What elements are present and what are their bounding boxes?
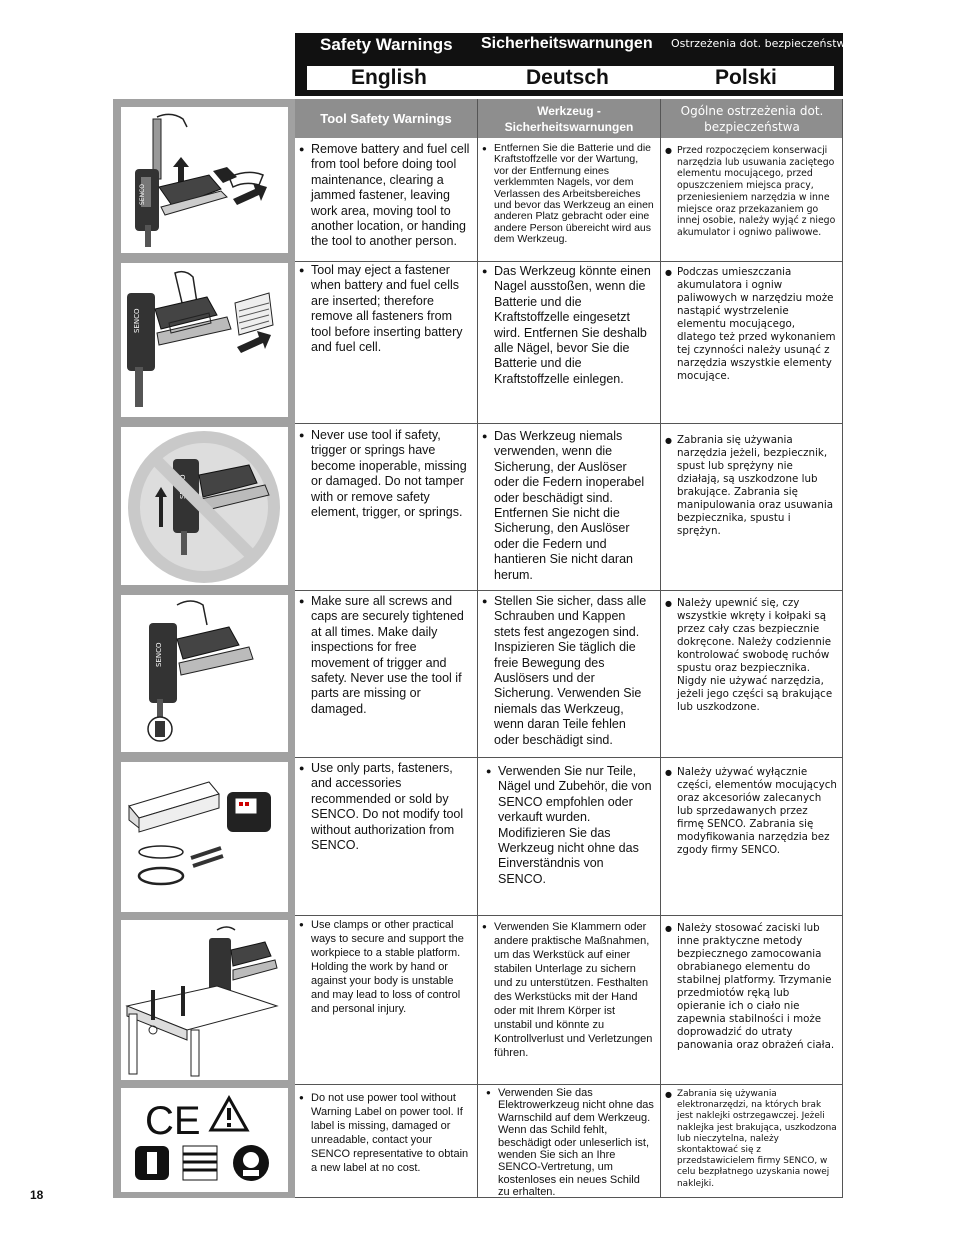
illustration-senco-parts [121, 762, 288, 912]
page-number: 18 [30, 1188, 44, 1202]
language-header [295, 33, 853, 96]
row1-pl: ● Przed rozpoczęciem konserwacji narzędzia lub usuwania zaciętego elementu mocującego, przed opuszczeniem miejsca pracy, przeniesieniem narzędzia w inne miejsce oraz przekazaniem go innej osobie, należy wyjąć z niego akumulator i ogniwo paliwowe. [661, 145, 843, 239]
row7-en: ● Do not use power tool without Warning Label on power tool. If label is missing, damaged or unreadable, contact your SENCO representative to obtain a new label at no cost. [295, 1091, 477, 1175]
illustration-warning-labels [121, 1088, 288, 1192]
header-title-en: Safety Warnings [320, 35, 453, 54]
language-bar [305, 64, 836, 92]
table-line [295, 590, 843, 591]
row2-de: ● Das Werkzeug könnte einen Nagel ausstoßen, wenn die Batterie und die Kraftstoffzelle eingesetzt wird. Entfernen Sie deshalb alle Nägel, bevor Sie die Batterie und die Kraftstoffzelle einlegen. [478, 264, 660, 387]
brand-label: SENCO [139, 184, 146, 205]
column-header-pl-text: Ogólne ostrzeżenia dot. bezpieczeństwa [680, 103, 824, 134]
row2-pl: ● Podczas umieszczania akumulatora i ogniw paliwowych w narzędziu może nastąpić wystrzelenie elementu mocującego, dlatego też przed wykonaniem tej czynności należy usunąć z narzędzia wszystkie elementy mocujące. [661, 266, 843, 383]
column-header-en: Tool Safety Warnings [295, 99, 477, 138]
svg-text:SENCO: SENCO [155, 642, 163, 667]
row6-de: ● Verwenden Sie Klammern oder andere praktische Maßnahmen, um das Werkstück auf einer stabilen Unterlage zu sichern und zu unterstützen. Festhalten des Werkstücks mit der Hand oder mit Ihrem Körper ist unstabil und könnte zu Kontrollverlust und Verletzungen führen. [478, 920, 660, 1060]
column-header-de [478, 99, 660, 138]
row3-en: ● Never use tool if safety, trigger or springs have become inoperable, missing or damaged. Do not tamper with or remove safety element, trigger, or springs. [295, 428, 477, 520]
table-line [295, 915, 843, 916]
illustration-daily-inspection [121, 595, 288, 752]
header-title-de: Sicherheitswarnungen [481, 35, 653, 52]
row3-pl: ● Zabrania się używania narzędzia jeżeli, bezpiecznik, spust lub sprężyny nie działają, są uszkodzone lub brakujące. Zabrania się manipulowania oraz usuwania bezpiecznika, spustu i sprężyn. [661, 434, 843, 538]
language-polski: Polski [715, 66, 777, 89]
row1-de: ● Entfernen Sie die Batterie und die Kraftstoffzelle vor der Wartung, vor der Entfernung eines verklemmten Nagels, vor dem Verlassen des Arbeitsbereiches und bevor das Werkzeug an einen anderen Platz gebracht oder eine andere Person übereicht wird aus dem Werkzeug. [478, 143, 660, 246]
illustration-remove-fasteners [121, 263, 288, 417]
row7-de: ● Verwenden Sie das Elektrowerkzeug nicht ohne das Warnschild auf dem Werkzeug. Wenn das Schild fehlt, beschädigt oder unleserlich ist, wenden Sie sich an Ihre SENCO-Vertretung, um kostenloses ein neues Schild zu erhalten. [482, 1087, 660, 1199]
row5-pl: ● Należy używać wyłącznie części, elementów mocujących oraz akcesoriów zalecanych lub sprzedawanych przez firmę SENCO. Zabrania się modyfikowania narzędzia bez zgody firmy SENCO. [661, 766, 843, 857]
table-line [295, 757, 843, 758]
table-line [295, 261, 843, 262]
table-line [295, 1084, 843, 1085]
column-header-pl [661, 99, 843, 138]
row3-de: ● Das Werkzeug niemals verwenden, wenn die Sicherung, der Auslöser oder die Federn inoperabel oder beschädigt sind. Entfernen Sie nicht die Sicherung, den Auslöser oder die Federn und hantieren Sie nicht daran herum. [478, 429, 660, 583]
table-line [295, 423, 843, 424]
row1-en: ● Remove battery and fuel cell from tool before doing tool maintenance, clearing a jammed fastener, leaving work area, moving tool to another location, or handing the tool to another person. [295, 142, 477, 250]
language-deutsch: Deutsch [526, 66, 609, 89]
row4-pl: ● Należy upewnić się, czy wszystkie wkręty i kołpaki są przez cały czas bezpiecznie dokręcone. Należy codziennie kontrolować swobodę ruchów spustu oraz bezpiecznika. Nigdy nie używać narzędzia, jeżeli jego części są brakujące lub uszkodzone. [661, 597, 843, 714]
row4-en: ● Make sure all screws and caps are securely tightened at all times. Make daily inspections for free movement of trigger and safety. Never use the tool if parts are missing or damaged. [295, 594, 477, 717]
row6-pl: ● Należy stosować zaciski lub inne praktyczne metody bezpiecznego zamocowania obrabianego elementu do stabilnej platformy. Trzymanie przedmiotów ręką lub opieranie ich o ciało nie zapewnia stabilności i może doprowadzić do utraty panowania oraz obrażeń ciała. [661, 922, 843, 1052]
language-english: English [351, 66, 427, 89]
row6-en: ● Use clamps or other practical ways to secure and support the workpiece to a stable platform. Holding the work by hand or against your body is unstable and may lead to loss of control and personal injury. [295, 918, 477, 1016]
row7-pl: ● Zabrania się używania elektronarzędzi, na których brak jest naklejki ostrzegawczej. Jeżeli naklejka jest brakująca, uszkodzona lub nieczytelna, należy skontaktować się z przedstawicielem firmy SENCO, w celu bezpłatnego uzyskania nowej naklejki. [661, 1089, 843, 1190]
header-title-pl: Ostrzeżenia dot. bezpieczeństwa [671, 37, 853, 50]
row5-de: ● Verwenden Sie nur Teile, Nägel und Zubehör, die von SENCO empfohlen oder verkauft wurden. Modifizieren Sie das Werkzeug nicht ohne das Einverständnis von SENCO. [482, 764, 660, 887]
ce-mark-icon: CE [145, 1099, 201, 1143]
illustration-no-tampering [121, 427, 288, 585]
illustration-remove-battery [121, 107, 288, 253]
illustration-clamp-workpiece [121, 920, 288, 1080]
row2-en: ● Tool may eject a fastener when battery and fuel cells are inserted; therefore remove all fasteners from tool before inserting battery and fuel cell. [295, 263, 477, 355]
row4-de: ● Stellen Sie sicher, dass alle Schrauben und Kappen stets fest angezogen sind. Inspizieren Sie täglich die freie Bewegung des Auslösers und der Sicherung. Verwenden Sie niemals das Werkzeug, wenn daran Teile fehlen oder beschädigt sind. [478, 594, 660, 748]
row5-en: ● Use only parts, fasteners, and accessories recommended or sold by SENCO. Do not modify tool without authorization from SENCO. [295, 761, 477, 853]
svg-text:SENCO: SENCO [133, 308, 141, 333]
column-header-de-text: Werkzeug - Sicherheitswarnungen [504, 103, 634, 134]
